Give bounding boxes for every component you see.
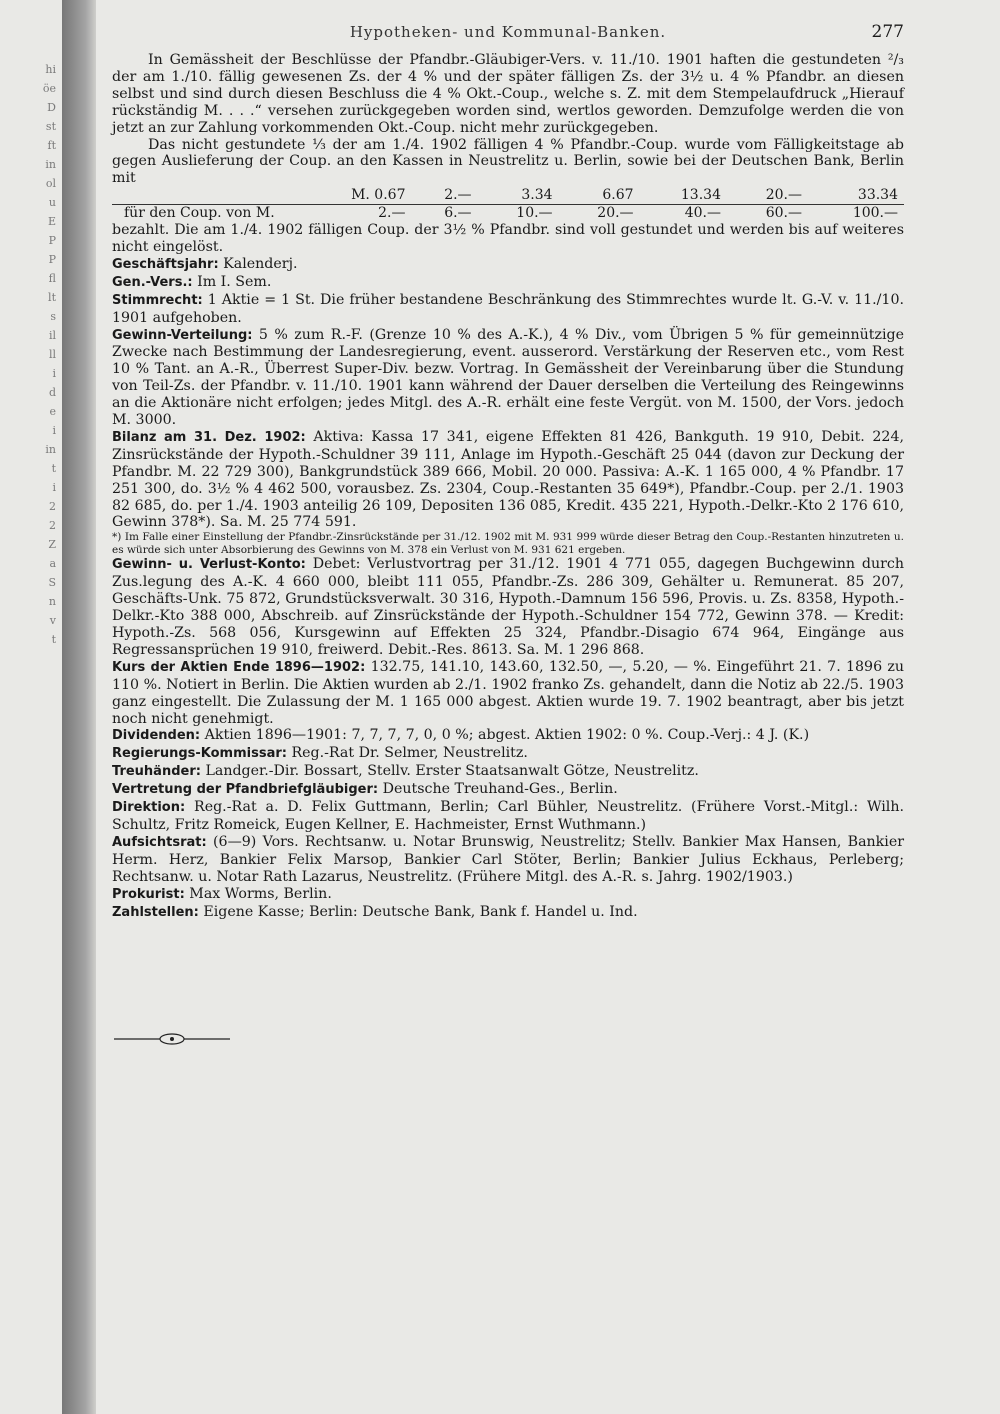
section-paragraph bbox=[112, 781, 904, 799]
section-list bbox=[112, 256, 904, 532]
section-paragraph bbox=[112, 659, 904, 728]
section-label: Zahlstellen: bbox=[112, 904, 199, 920]
section-label: Gewinn-Verteilung: bbox=[112, 327, 253, 343]
coupon-table bbox=[112, 187, 904, 222]
table-cell: 100.— bbox=[852, 205, 898, 222]
section-label: Direktion: bbox=[112, 800, 186, 816]
facing-page-fragment: 2 bbox=[49, 500, 56, 513]
section-text: 1 Aktie = 1 St. Die früher bestandene Beschränkung des Stimmrechtes wurde lt. G.-V. v. 11./10. 1901 aufgehoben. bbox=[112, 291, 904, 326]
table-cell: 20.— bbox=[597, 205, 634, 222]
section-label: Gewinn- u. Verlust-Konto: bbox=[112, 557, 306, 573]
facing-page-fragment: s bbox=[50, 310, 56, 323]
facing-page-fragment: S bbox=[48, 576, 56, 589]
table-row bbox=[112, 205, 904, 222]
section-paragraph bbox=[112, 799, 904, 834]
facing-page-fragment: il bbox=[48, 329, 56, 342]
section-label: Vertretung der Pfandbriefgläubiger: bbox=[112, 782, 379, 798]
section-text: Im I. Sem. bbox=[192, 273, 272, 290]
facing-page-fragment: t bbox=[51, 462, 56, 475]
facing-page-fragment: t bbox=[51, 633, 56, 646]
facing-page-fragment: P bbox=[48, 234, 56, 247]
section-text: Debet: Verlustvortrag per 31./12. 1901 4 771 055, dagegen Buchgewinn durch Zus.legung des A.-K. 4 660 000, bleibt 111 055, Pfandbr.-Zs. 286 309, Gehälter u. Remunerat. 85 207, Geschäfts-Unk. 75 872, Grundstücksverwalt. 30 316, Hypoth.-Damnum 156 596, Provis. u. Zs. 8358, Hypoth.-Delkr.-Kto 388 000, Abschreib. auf Zinsrückstände der Hypoth.-Schuldner 154 772, Gewinn 378. — Kredit: Hypoth.-Zs. 568 056, Kursgewinn auf Effekten 25 324, Pfandbr.-Disagio 674 964, Eingänge aus Regressansprüchen 19 910, freiwerd. Debit.-Res. 8613. Sa. M. 1 296 868. bbox=[112, 556, 904, 658]
section-text: Landger.-Dir. Bossart, Stellv. Erster Staatsanwalt Götze, Neustrelitz. bbox=[200, 763, 699, 780]
section-paragraph bbox=[112, 834, 904, 886]
page-content bbox=[112, 22, 904, 1054]
section-label: Dividenden: bbox=[112, 728, 201, 744]
table-cell: 60.— bbox=[765, 205, 802, 222]
book-binding-shadow bbox=[62, 0, 96, 1414]
table-cell: 2.— bbox=[378, 205, 406, 222]
section-text: Aktien 1896—1901: 7, 7, 7, 7, 0, 0 %; abgest. Aktien 1902: 0 %. Coup.-Verj.: 4 J. (K.) bbox=[200, 727, 810, 744]
section-text: Kalenderj. bbox=[218, 255, 298, 272]
table-cell: 6.— bbox=[444, 205, 472, 222]
section-label: Regierungs-Kommissar: bbox=[112, 746, 287, 762]
facing-page-fragment: a bbox=[49, 557, 56, 570]
section-paragraph bbox=[112, 727, 904, 745]
facing-page-fragment: öe bbox=[42, 82, 56, 95]
paragraph: bezahlt. Die am 1./4. 1902 fälligen Coup. der 3½ % Pfandbr. sind voll gestundet und werden bis auf weiteres nicht eingelöst. bbox=[112, 222, 904, 255]
section-paragraph bbox=[112, 763, 904, 781]
section-text: Max Worms, Berlin. bbox=[184, 885, 332, 902]
facing-page-fragment: ol bbox=[45, 177, 56, 190]
section-text: 5 % zum R.-F. (Grenze 10 % des A.-K.), 4 % Div., vom Übrigen 5 % für gemeinnützige Zwecke nach Bestimmung der Landesregierung, event. ausserord. Verstärkung der Reserven etc., vom Rest 10 % Tant. an A.-R., Überrest Super-Div. bezw. Vortrag. In Gemässheit der Vereinbarung über die Stundung von Teil-Zs. der Pfandbr. v. 11./10. 1901 kann während der Dauer derselben die Verteilung des Reingewinns an die Aktionäre nicht erfolgen; jedes Mitgl. des A.-R. erhält eine feste Vergüt. von M. 1500, der Vors. jedoch M. 3000. bbox=[112, 326, 904, 429]
section-label: Prokurist: bbox=[112, 886, 185, 902]
section-text: (6—9) Vors. Rechtsanw. u. Notar Brunswig, Neustrelitz; Stellv. Bankier Max Hansen, Bankier Herm. Herz, Bankier Felix Marsop, Bankier Carl Stöter, Berlin; Bankier Julius Eckhaus, Perleberg; Rechtsanw. u. Notar Rath Lazarus, Neustrelitz. (Frühere Mitgl. des A.-R. s. Jahrg. 1902/1903.) bbox=[112, 833, 904, 885]
facing-page-fragment: i bbox=[52, 367, 56, 380]
section-label: Stimmrecht: bbox=[112, 292, 203, 308]
table-row-label: für den Coup. von M. bbox=[124, 205, 275, 222]
table-cell: M. 0.67 bbox=[300, 187, 411, 204]
page-number: 277 bbox=[871, 22, 904, 42]
running-header bbox=[112, 22, 904, 52]
facing-page-fragment: i bbox=[52, 424, 56, 437]
facing-page-fragment: D bbox=[47, 101, 56, 114]
section-label: Kurs der Aktien Ende 1896—1902: bbox=[112, 659, 366, 675]
facing-page-fragment: in bbox=[45, 443, 56, 456]
facing-page-fragment: i bbox=[52, 481, 56, 494]
section-paragraph bbox=[112, 886, 904, 904]
facing-page-fragment: in bbox=[45, 158, 56, 171]
facing-page-fragment: Z bbox=[48, 538, 56, 551]
section-paragraph bbox=[112, 292, 904, 327]
section-text: 132.75, 141.10, 143.60, 132.50, —, 5.20, — %. Eingeführt 21. 7. 1896 zu 110 %. Notiert in Berlin. Die Aktien wurden ab 2./1. 1902 franko Zs. gehandelt, dann die Notiz ab 22./5. 1903 ganz eingestellt. Die Zulassung der M. 1 165 000 abgest. Aktien wurde 19. 7. 1902 beantragt, aber bis jetzt noch nicht genehmigt. bbox=[112, 658, 905, 727]
section-label: Aufsichtsrat: bbox=[112, 834, 207, 850]
facing-page-fragment: P bbox=[48, 253, 56, 266]
facing-page-fragment: lt bbox=[48, 291, 56, 304]
table-cell: 40.— bbox=[684, 205, 721, 222]
table-cell: 20.— bbox=[727, 187, 808, 204]
facing-page-margin bbox=[0, 60, 60, 1360]
facing-page-fragment: v bbox=[49, 614, 56, 627]
table-cell: 13.34 bbox=[640, 187, 727, 204]
table-cell: 2.— bbox=[411, 187, 477, 204]
section-paragraph bbox=[112, 274, 904, 292]
section-paragraph bbox=[112, 429, 904, 531]
facing-page-fragment: n bbox=[48, 595, 56, 608]
section-text: Eigene Kasse; Berlin: Deutsche Bank, Bank f. Handel u. Ind. bbox=[198, 903, 638, 920]
section-paragraph bbox=[112, 556, 904, 658]
facing-page-fragment: E bbox=[47, 215, 56, 228]
section-paragraph bbox=[112, 745, 904, 763]
facing-page-fragment: ll bbox=[48, 348, 56, 361]
facing-page-fragment: u bbox=[48, 196, 56, 209]
section-text: Reg.-Rat Dr. Selmer, Neustrelitz. bbox=[286, 745, 528, 762]
facing-page-fragment: st bbox=[45, 120, 56, 133]
section-paragraph bbox=[112, 904, 904, 922]
facing-page-fragment: hi bbox=[45, 63, 56, 76]
section-label: Geschäftsjahr: bbox=[112, 256, 219, 272]
ornament-divider-icon bbox=[112, 1029, 232, 1049]
running-title: Hypotheken- und Kommunal-Banken. bbox=[349, 23, 667, 41]
facing-page-fragment: ft bbox=[47, 139, 56, 152]
table-cell: 33.34 bbox=[808, 187, 904, 204]
table-cell: 3.34 bbox=[478, 187, 559, 204]
table-cell: 10.— bbox=[516, 205, 553, 222]
section-label: Gen.-Vers.: bbox=[112, 274, 193, 290]
section-list bbox=[112, 556, 904, 921]
paragraph: In Gemässheit der Beschlüsse der Pfandbr.-Gläubiger-Vers. v. 11./10. 1901 haften die gestundeten ²/₃ der am 1./10. fällig gewesenen Zs. der 4 % und der später fälligen Zs. der 3½ u. 4 % Pfandbr. an diesen selbst und sind durch diesen Beschluss die 4 % Okt.-Coup., welche s. Z. mit dem Stempelaufdruck „Hierauf rückständig M. . . .“ versehen zurückgegeben worden sind, wertlos geworden. Demzufolge werden die von jetzt an zur Zahlung vorkommenden Okt.-Coup. nicht mehr zurückgegeben. bbox=[112, 52, 904, 136]
section-text: Reg.-Rat a. D. Felix Guttmann, Berlin; Carl Bühler, Neustrelitz. (Frühere Vorst.-Mitgl.: Wilh. Schultz, Fritz Romeick, Eugen Kellner, E. Hachmeister, Ernst Wuthmann.) bbox=[112, 799, 904, 833]
section-text: Deutsche Treuhand-Ges., Berlin. bbox=[378, 781, 618, 798]
facing-page-fragment: 2 bbox=[49, 519, 56, 532]
section-label: Bilanz am 31. Dez. 1902: bbox=[112, 429, 306, 445]
table-row bbox=[112, 187, 904, 204]
facing-page-fragment: fl bbox=[48, 272, 56, 285]
facing-page-fragment: d bbox=[48, 386, 56, 399]
paragraph: Das nicht gestundete ⅓ der am 1./4. 1902 fälligen 4 % Pfandbr.-Coup. wurde vom Fälligkeitstage ab gegen Auslieferung der Coup. an den Kassen in Neustrelitz u. Berlin, sowie bei der Deutschen Bank, Berlin mit bbox=[112, 136, 904, 187]
table-cell: 6.67 bbox=[559, 187, 640, 204]
footnote: *) Im Falle einer Einstellung der Pfandbr.-Zinsrückstände per 31./12. 1902 mit M. 931 999 würde dieser Betrag den Coup.-Restanten hinzutreten u. es würde sich unter Absorbierung des Gewinns von M. 378 ein Verlust von M. 931 621 ergeben. bbox=[112, 531, 904, 556]
facing-page-fragment: e bbox=[49, 405, 56, 418]
section-paragraph bbox=[112, 327, 904, 429]
section-text: Aktiva: Kassa 17 341, eigene Effekten 81 426, Bankguth. 19 910, Debit. 224, Zinsrückstände der Hypoth.-Schuldner 39 111, Anlage im Hypoth.-Geschäft 25 044 (davon zur Deckung der Pfandbr. M. 22 729 300), Bankgrundstück 389 666, Mobil. 20 000. Passiva: A.-K. 1 165 000, 4 % Pfandbr. 17 251 300, do. 3½ % 4 462 500, vorausbez. Zs. 2304, Coup.-Restanten 35 649*), Pfandbr.-Coup. per 2./1. 1903 82 685, do. per 1./4. 1903 anteilig 26 109, Depositen 136 085, Kredit. 435 221, Hypoth.-Delkr.-Kto 2 176 610, Gewinn 378*). Sa. M. 25 774 591. bbox=[112, 428, 904, 531]
section-paragraph bbox=[112, 256, 904, 274]
section-label: Treuhänder: bbox=[112, 764, 201, 780]
